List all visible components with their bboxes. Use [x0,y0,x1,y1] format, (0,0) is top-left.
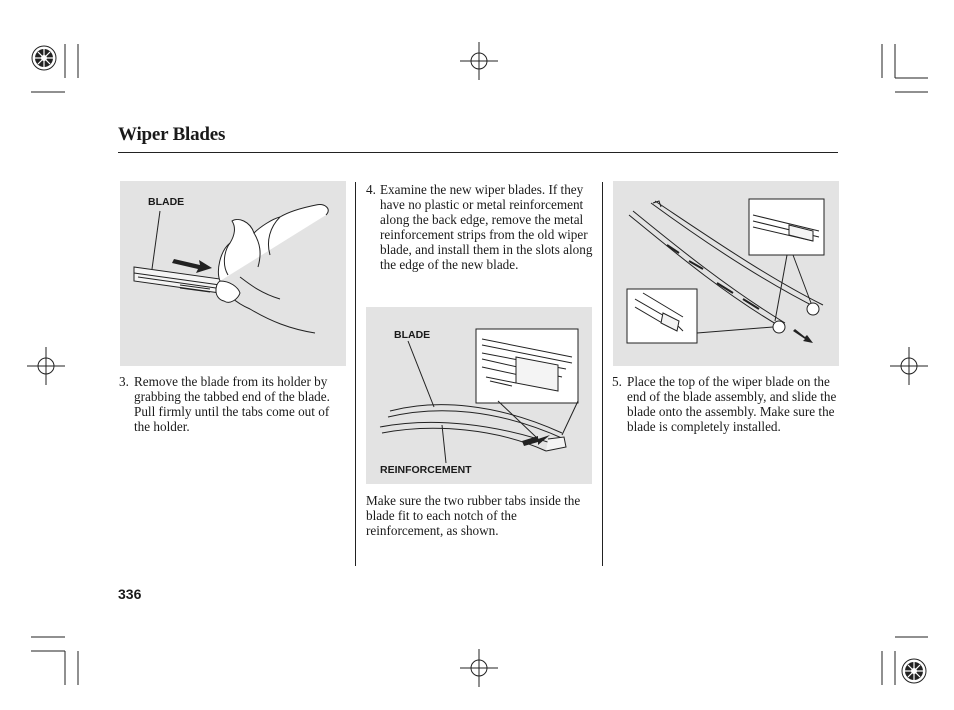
step-4 [366,182,596,272]
page-number: 336 [118,586,142,602]
step-text: Place the top of the wiper blade on the end of the blade assembly, and slide the blade onto the assembly. Make sure the blade is completely installed. [627,374,837,434]
step-text: Remove the blade from its holder by grabbing the tabbed end of the blade. Pull firmly until the tabs come out of the holder. [134,374,330,434]
blade-install-illustration [613,181,839,366]
slide-arrow-icon [793,329,813,343]
column-divider-1 [355,182,356,566]
figure-label-blade: BLADE [394,329,431,341]
column-divider-2 [602,182,603,566]
figure-reinforcement [366,307,592,484]
registration-cross-top [460,42,498,80]
figure-blade-install [613,181,839,366]
insert-arrow-icon [522,435,550,446]
step-3 [119,374,347,434]
step-number: 4. [366,182,376,197]
figure-label-reinforcement: REINFORCEMENT [380,464,472,476]
step-text: Examine the new wiper blades. If they have no plastic or metal reinforcement along the back edge, remove the metal reinforcement strips from the old wiper blade, and install them in the slots along the edge of the new blade. [380,182,593,272]
registration-cross-right [890,347,928,385]
blade-removal-illustration [120,181,346,366]
page-title: Wiper Blades [118,124,226,145]
note-rubber-tabs: Make sure the two rubber tabs inside the blade fit to each notch of the reinforcement, as shown. [366,493,581,538]
step-5 [612,374,840,434]
title-rule [118,152,838,153]
registration-dial-top-left [32,46,56,70]
pull-arrow-icon [172,259,212,273]
figure-label-blade: BLADE [148,196,185,208]
step-number: 5. [612,374,622,389]
figure-blade-removal [120,181,346,366]
registration-cross-left [27,347,65,385]
step-number: 3. [119,374,129,389]
registration-cross-bottom [460,649,498,687]
registration-dial-bottom-right [902,659,926,683]
